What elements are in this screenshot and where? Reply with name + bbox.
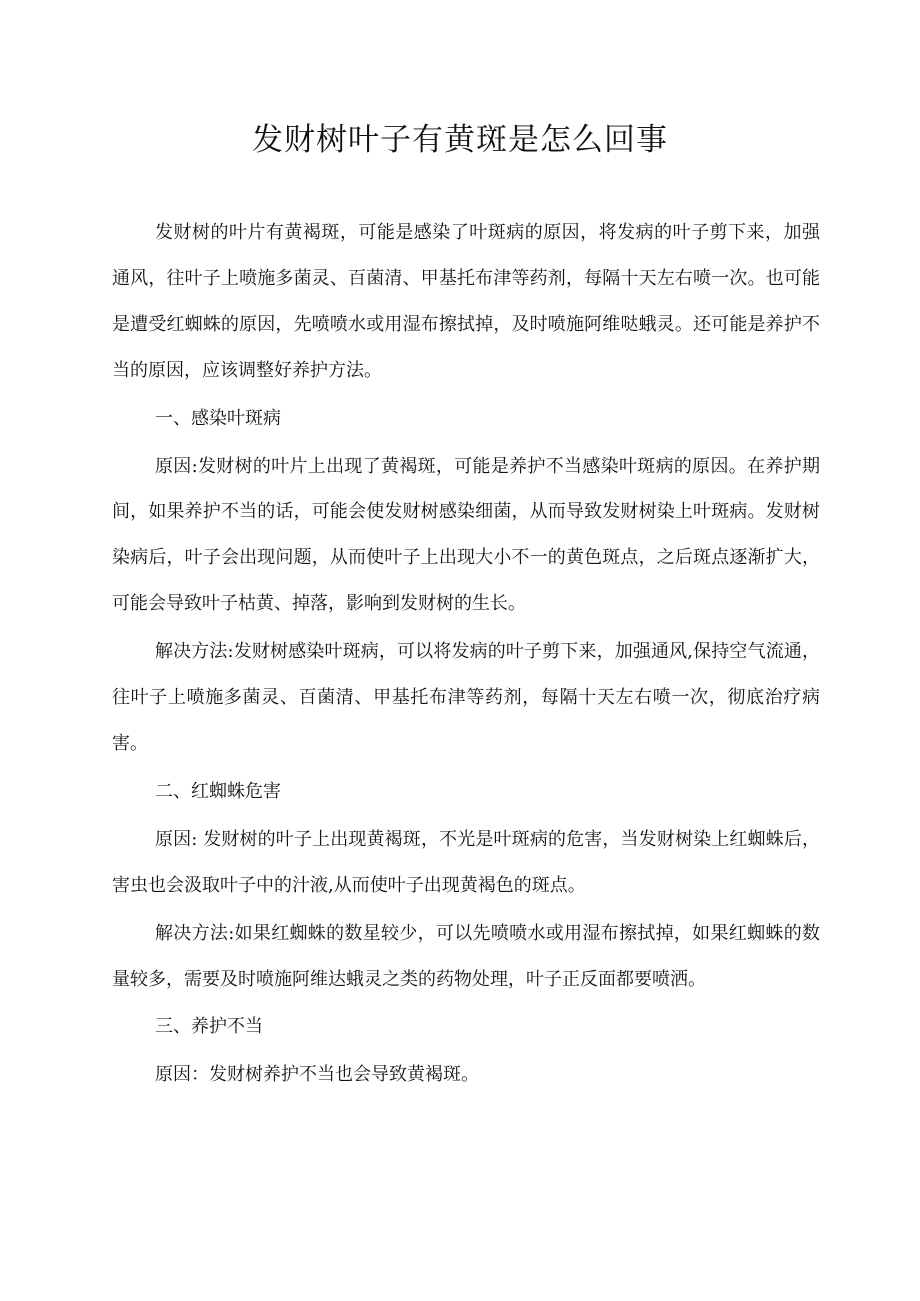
section-heading-leaf-spot: 一、感染叶斑病 [155, 407, 281, 429]
intro-paragraph: 发财树的叶片有黄褐斑，可能是感染了叶斑病的原因，将发病的叶子剪下来，加强通风，往叶子上喷施多菌灵、百菌清、甲基托布津等药剂，每隔十天左右喷一次。也可能是遭受红蜘蛛的原因，先喷喷水或用湿布擦拭掉，及时喷施阿维哒蛾灵。还可能是养护不当的原因，应该调整好养护方法。 [112, 222, 820, 381]
document-title: 发财树叶子有黄斑是怎么回事 [252, 122, 668, 158]
improper-care-cause-paragraph: 原因：发财树养护不当也会导致黄褐斑。 [155, 1064, 479, 1086]
red-spider-cause-paragraph: 原因: 发财树的叶子上出现黄褐斑，不光是叶斑病的危害，当发财树染上红蜘蛛后，害虫也会汲取叶子中的汁液,从而使叶子出现黄褐色的斑点。 [112, 828, 820, 896]
red-spider-solution-paragraph: 解决方法:如果红蜘蛛的数星较少，可以先喷喷水或用湿布擦拭掉，如果红蜘蛛的数量较多，需要及时喷施阿维达蛾灵之类的药物处理，叶子正反面都要喷洒。 [112, 922, 820, 990]
document-body [112, 210, 820, 1098]
leaf-spot-solution-paragraph: 解决方法:发财树感染叶斑病，可以将发病的叶子剪下来，加强通风,保持空气流通，往叶子上喷施多菌灵、百菌清、甲基托布津等药剂，每隔十天左右喷一次，彻底治疗病害。 [112, 641, 820, 754]
section-heading-red-spider: 二、红蜘蛛危害 [155, 780, 281, 802]
section-heading-improper-care: 三、养护不当 [155, 1016, 263, 1038]
leaf-spot-cause-paragraph: 原因:发财树的叶片上出现了黄褐斑，可能是养护不当感染叶斑病的原因。在养护期间，如果养护不当的话，可能会使发财树感染细菌，从而导致发财树染上叶斑病。发财树染病后，叶子会出现问题，从而使叶子上出现大小不一的黄色斑点，之后斑点逐渐扩大，可能会导致叶子枯黄、掉落，影响到发财树的生长。 [112, 455, 820, 615]
